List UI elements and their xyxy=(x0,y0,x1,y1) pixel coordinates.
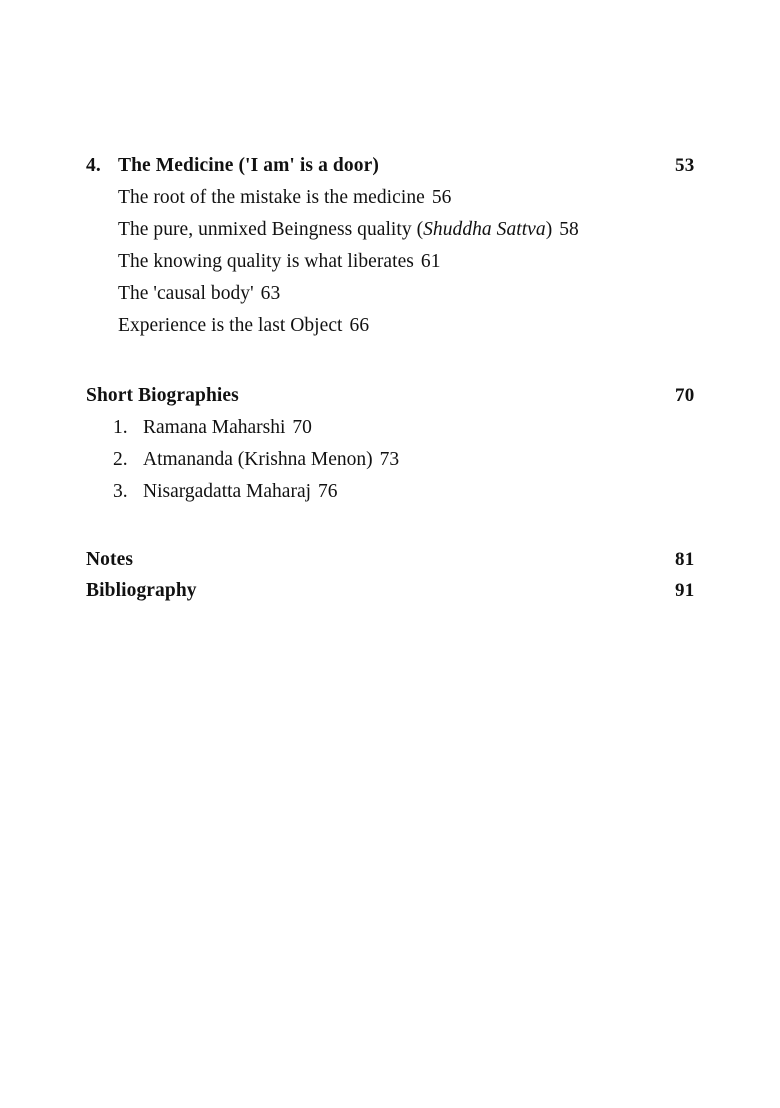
subentry-text: Experience is the last Object xyxy=(118,315,343,336)
biography-label xyxy=(113,444,399,476)
subentry-text: The root of the mistake is the medicine xyxy=(118,187,425,208)
subentry-label xyxy=(118,214,579,246)
toc-subentry[interactable] xyxy=(118,214,706,246)
subentry-page-number: 56 xyxy=(431,187,452,208)
chapter-number: 4. xyxy=(86,155,101,176)
toc-subentry[interactable] xyxy=(118,246,706,278)
section-title: Short Biographies xyxy=(86,385,239,406)
biography-number: 1. xyxy=(113,417,128,438)
biography-name: Atmananda (Krishna Menon) xyxy=(143,449,373,470)
subentry-label xyxy=(118,310,369,342)
toc-section-entry-biographies[interactable] xyxy=(86,380,706,412)
biography-name: Nisargadatta Maharaj xyxy=(143,481,312,502)
section-page-number: 91 xyxy=(675,580,695,601)
subentry-text-before: The pure, unmixed Beingness quality ( xyxy=(118,219,424,240)
subentry-page-number: 61 xyxy=(420,251,441,272)
section-title: Bibliography xyxy=(86,580,197,601)
biography-list-item[interactable] xyxy=(113,444,706,476)
subentry-text-italic: Shuddha Sattva xyxy=(423,219,546,240)
biography-list-item[interactable] xyxy=(113,476,706,508)
chapter-label xyxy=(86,150,379,182)
section-page-number: 70 xyxy=(675,385,695,406)
subentry-label xyxy=(118,246,441,278)
toc-section-entry-notes[interactable] xyxy=(86,544,706,575)
biography-number: 2. xyxy=(113,449,128,470)
biography-number: 3. xyxy=(113,481,128,502)
chapter-page-number: 53 xyxy=(675,155,695,176)
toc-subentry[interactable] xyxy=(118,310,706,342)
chapter-title: The Medicine ('I am' is a door) xyxy=(118,155,379,176)
subentry-page-number: 63 xyxy=(260,283,281,304)
biography-label xyxy=(113,476,338,508)
subentry-text: The 'causal body' xyxy=(118,283,254,304)
toc-chapter-entry[interactable] xyxy=(86,150,706,182)
toc-section-entry-bibliography[interactable] xyxy=(86,575,706,606)
biography-label xyxy=(113,412,312,444)
section-spacer xyxy=(86,342,706,380)
section-page-number: 81 xyxy=(675,549,695,570)
subentry-text-after: ) xyxy=(545,219,553,240)
toc-subentry[interactable] xyxy=(118,278,706,310)
subentry-label xyxy=(118,278,280,310)
biography-page-number: 73 xyxy=(379,449,400,470)
biography-page-number: 76 xyxy=(318,481,338,502)
biography-list-item[interactable] xyxy=(113,412,706,444)
biography-page-number: 70 xyxy=(292,417,312,438)
biography-name: Ramana Maharshi xyxy=(143,417,286,438)
back-matter-group xyxy=(86,544,706,606)
section-spacer xyxy=(86,508,706,544)
table-of-contents xyxy=(86,150,706,606)
section-title: Notes xyxy=(86,549,134,570)
toc-subentry[interactable] xyxy=(118,182,706,214)
subentry-page-number: 58 xyxy=(559,219,579,240)
subentry-page-number: 66 xyxy=(349,315,370,336)
subentry-label xyxy=(118,182,451,214)
subentry-text: The knowing quality is what liberates xyxy=(118,251,414,272)
